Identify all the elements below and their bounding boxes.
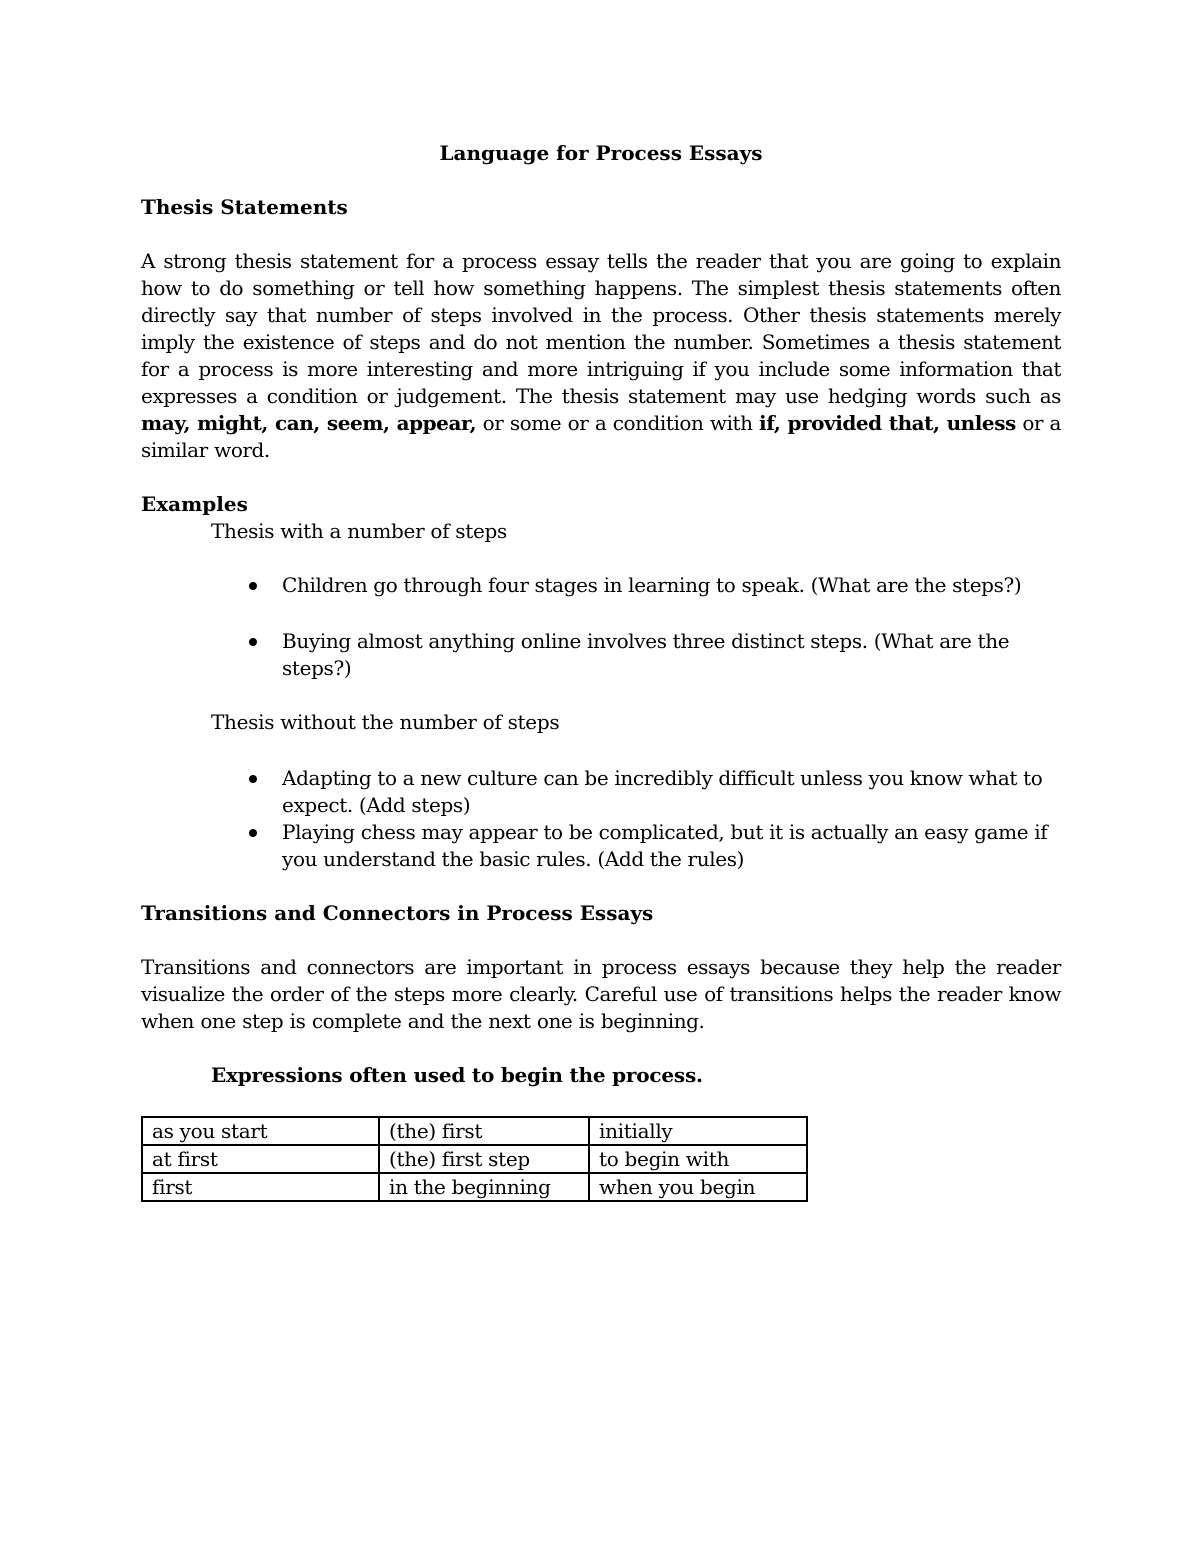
table-row (142, 1145, 807, 1173)
table-cell: when you begin (589, 1173, 807, 1201)
with-steps-label: Thesis with a number of steps (211, 519, 507, 543)
transitions-heading: Transitions and Connectors in Process Essays (141, 901, 654, 925)
table-row (142, 1173, 807, 1201)
thesis-text-2: or some or a condition with (476, 411, 760, 435)
list-item-text: Playing chess may appear to be complicated, but it is actually an easy game if you understand the basic rules. (Add the rules) (282, 820, 1048, 871)
list-item-text: Adapting to a new culture can be incredibly difficult unless you know what to expect. (Add steps) (282, 766, 1043, 817)
list-item (282, 765, 1061, 819)
list-item (282, 572, 1061, 599)
thesis-text-1: A strong thesis statement for a process essay tells the reader that you are going to explain how to do something or tell how something happens. The simplest thesis statements often directly say that number of steps involved in the process. Other thesis statements merely imply the existence of steps and do not mention the number. Sometimes a thesis statement for a process is more interesting and more intriguing if you include some information that expresses a condition or judgement. The thesis statement may use hedging words such as (141, 249, 1061, 408)
with-steps-list-2 (141, 628, 1061, 682)
bullet-icon (249, 829, 257, 837)
expressions-subheading: Expressions often used to begin the process. (211, 1063, 703, 1087)
table-cell: initially (589, 1117, 807, 1145)
examples-heading: Examples (141, 492, 248, 516)
bullet-icon (249, 775, 257, 783)
condition-words: if, provided that, unless (759, 411, 1016, 435)
list-item (282, 819, 1061, 873)
bullet-icon (249, 582, 257, 590)
transitions-paragraph: Transitions and connectors are important in process essays because they help the reader visualize the order of the steps more clearly. Careful use of transitions helps the reader know when one step is complete and the next one is beginning. (141, 955, 1061, 1033)
table-cell: to begin with (589, 1145, 807, 1173)
table-cell: (the) first (379, 1117, 589, 1145)
list-item-text: Buying almost anything online involves three distinct steps. (What are the steps?) (282, 629, 1010, 680)
table-cell: at first (142, 1145, 379, 1173)
thesis-text-3: or a similar word. (141, 411, 1061, 462)
table-cell: in the beginning (379, 1173, 589, 1201)
list-item-text: Children go through four stages in learning to speak. (What are the steps?) (282, 573, 1022, 597)
bullet-icon (249, 638, 257, 646)
table-cell: first (142, 1173, 379, 1201)
document-title: Language for Process Essays (439, 141, 763, 165)
with-steps-list (141, 572, 1061, 599)
document-page (141, 140, 1061, 1202)
without-steps-label: Thesis without the number of steps (211, 710, 560, 734)
thesis-heading: Thesis Statements (141, 195, 348, 219)
without-steps-list (141, 765, 1061, 873)
hedging-words: may, might, can, seem, appear, (141, 411, 477, 435)
expressions-table (141, 1116, 808, 1202)
list-item (282, 628, 1061, 682)
thesis-paragraph (141, 248, 1061, 464)
table-row (142, 1117, 807, 1145)
table-cell: as you start (142, 1117, 379, 1145)
table-cell: (the) first step (379, 1145, 589, 1173)
